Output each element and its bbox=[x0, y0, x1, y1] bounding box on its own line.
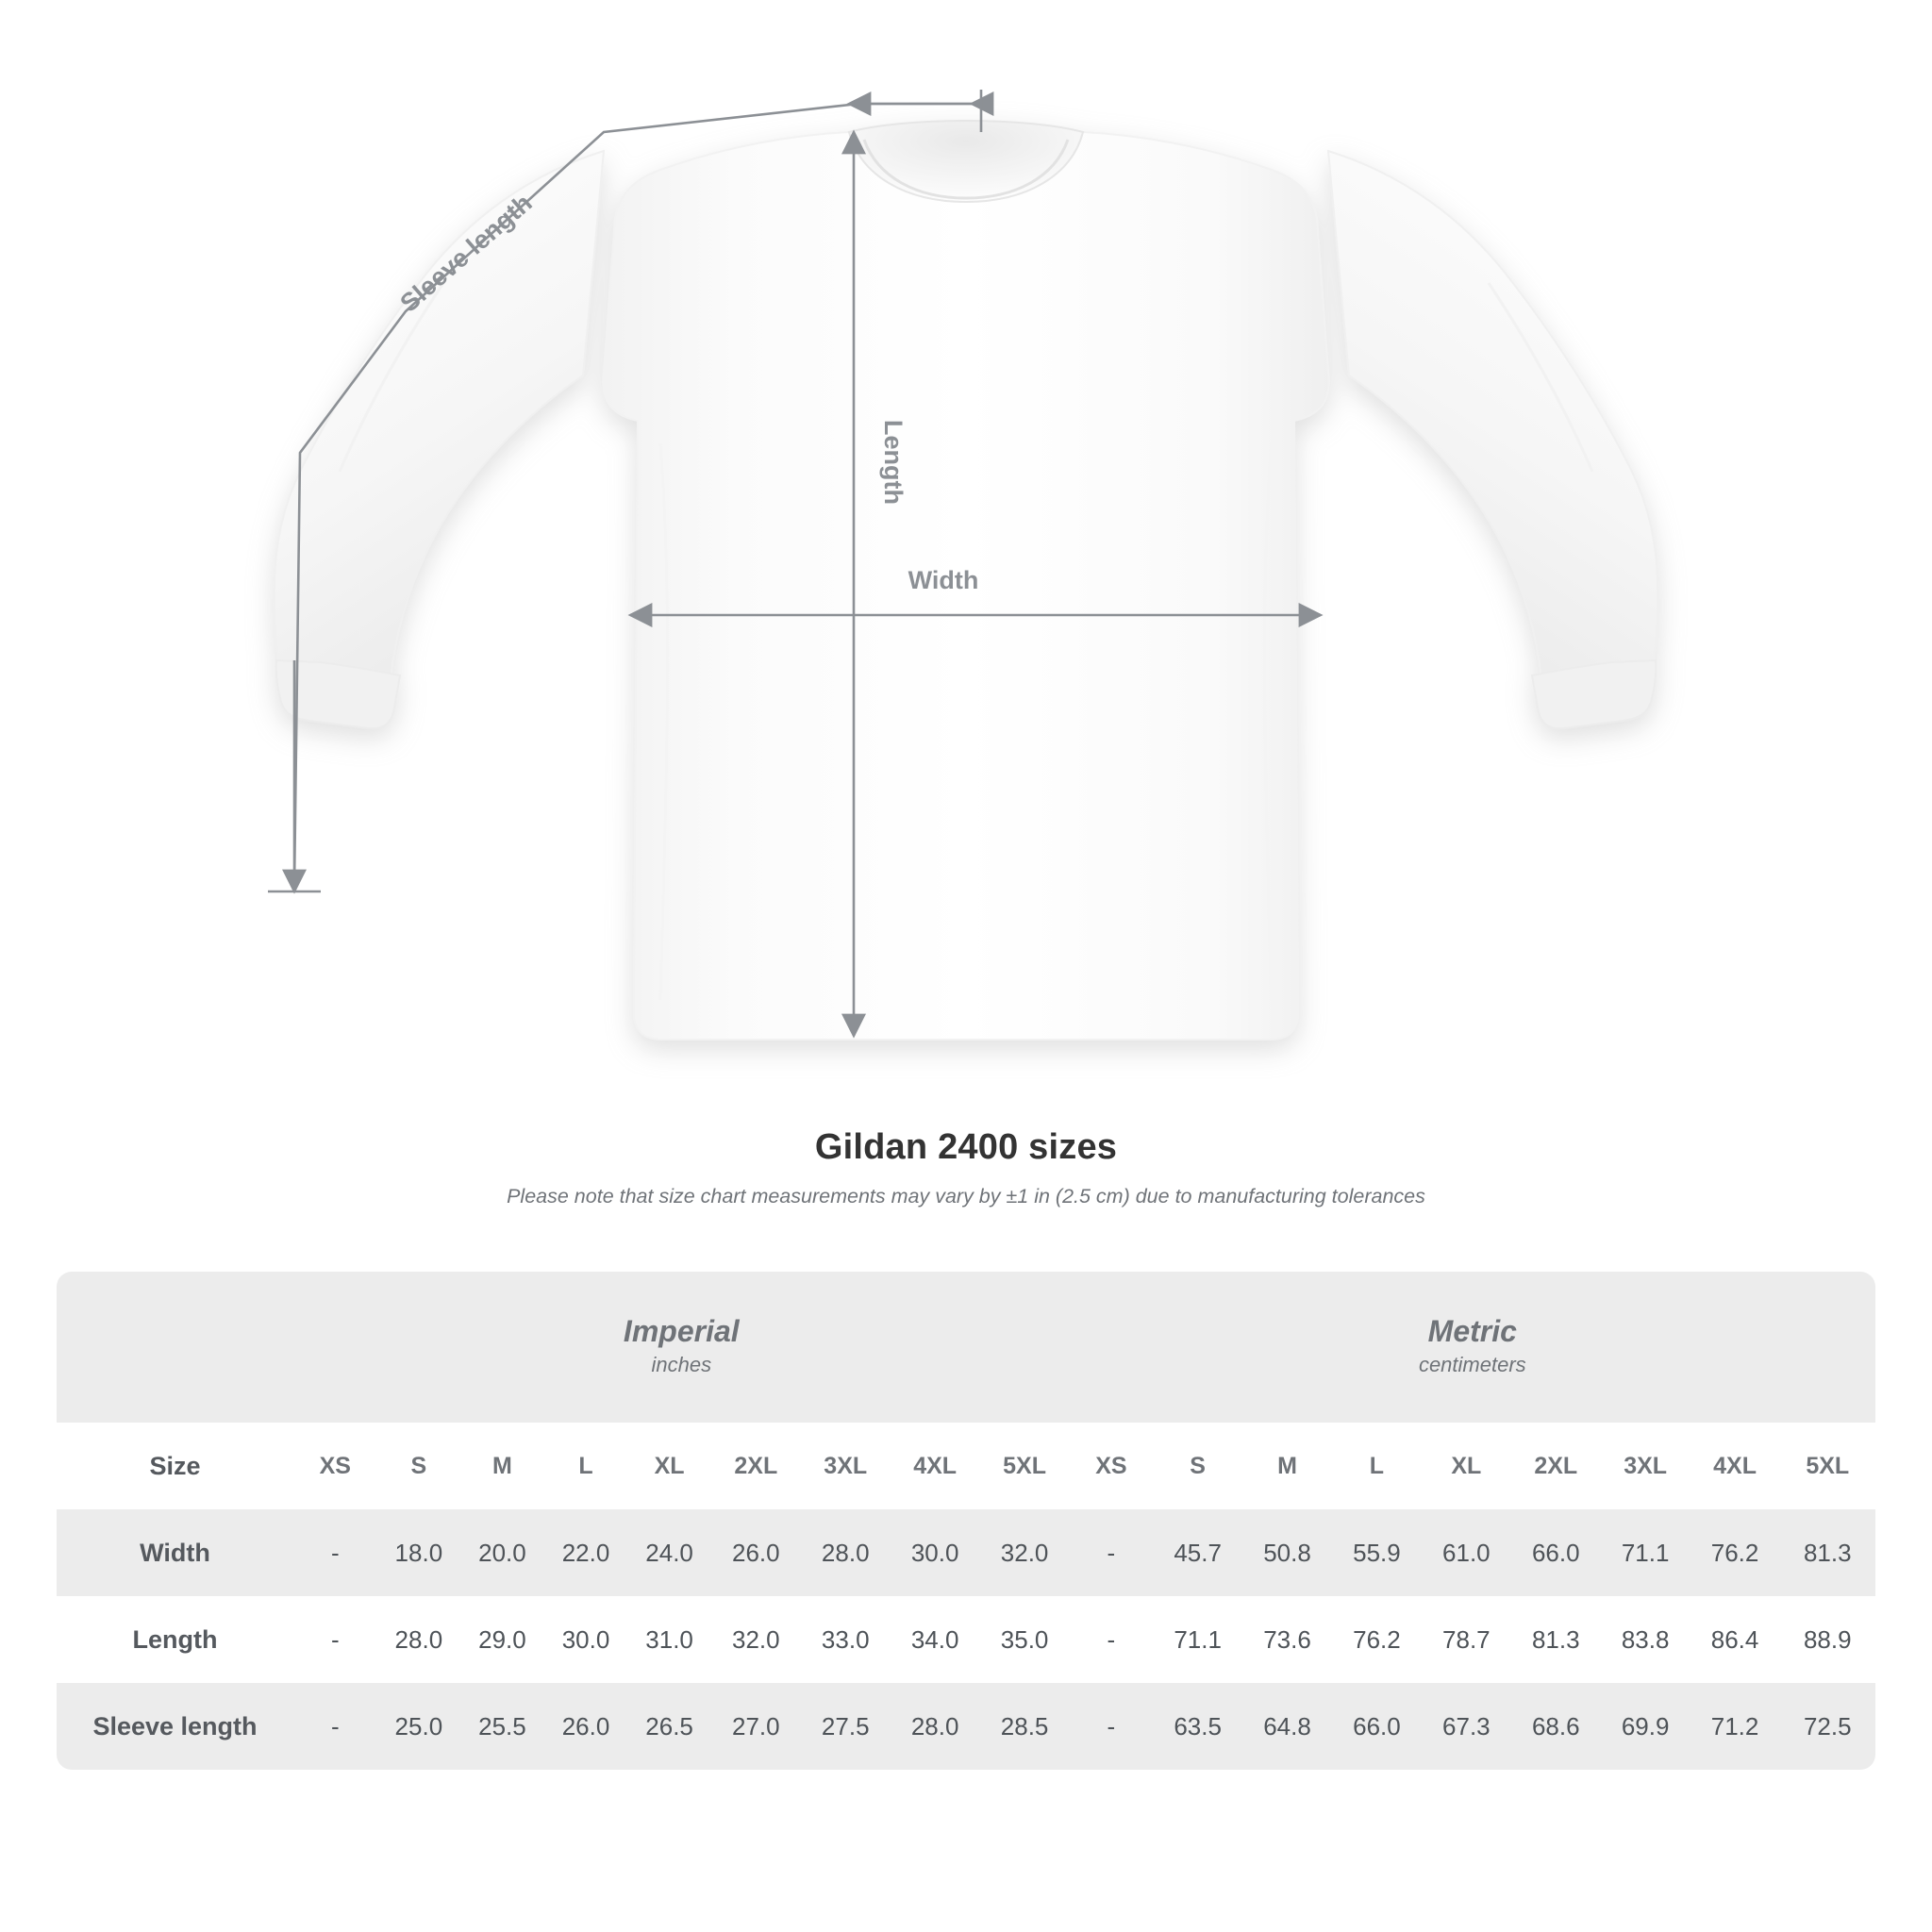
header-col-met-3xl: 3XL bbox=[1601, 1423, 1690, 1509]
header-col-imp-2xl: 2XL bbox=[711, 1423, 801, 1509]
unit-name-imperial: Imperial bbox=[623, 1314, 740, 1349]
tolerance-note: Please note that size chart measurements may vary by ±1 in (2.5 cm) due to manufacturing tolerances bbox=[507, 1185, 1425, 1208]
table-row bbox=[57, 1509, 1875, 1596]
cell-length-met-5xl: 88.9 bbox=[1780, 1596, 1875, 1683]
cell-sleeve-met-3xl: 69.9 bbox=[1601, 1683, 1690, 1770]
cell-width-met-3xl: 71.1 bbox=[1601, 1509, 1690, 1596]
header-col-imp-3xl: 3XL bbox=[801, 1423, 891, 1509]
page-title: Gildan 2400 sizes bbox=[814, 1127, 1118, 1167]
unit-header-spacer bbox=[57, 1272, 293, 1423]
cell-width-met-4xl: 76.2 bbox=[1690, 1509, 1780, 1596]
cell-sleeve-imp-l: 26.0 bbox=[544, 1683, 628, 1770]
sleeve-length-label: Sleeve length bbox=[394, 188, 538, 318]
cell-width-met-l: 55.9 bbox=[1332, 1509, 1422, 1596]
header-col-met-2xl: 2XL bbox=[1511, 1423, 1601, 1509]
cell-length-imp-3xl: 33.0 bbox=[801, 1596, 891, 1683]
cell-sleeve-imp-s: 25.0 bbox=[377, 1683, 461, 1770]
row-label-length: Length bbox=[57, 1596, 293, 1683]
cell-sleeve-imp-3xl: 27.5 bbox=[801, 1683, 891, 1770]
cell-length-imp-m: 29.0 bbox=[460, 1596, 544, 1683]
header-col-met-s: S bbox=[1153, 1423, 1242, 1509]
title-block bbox=[0, 1127, 1932, 1208]
cell-sleeve-met-4xl: 71.2 bbox=[1690, 1683, 1780, 1770]
unit-sub-metric: centimeters bbox=[1418, 1352, 1526, 1376]
header-col-imp-4xl: 4XL bbox=[891, 1423, 980, 1509]
header-col-imp-l: L bbox=[544, 1423, 628, 1509]
row-label-sleeve-length: Sleeve length bbox=[57, 1683, 293, 1770]
cell-length-met-2xl: 81.3 bbox=[1511, 1596, 1601, 1683]
cell-sleeve-met-5xl: 72.5 bbox=[1780, 1683, 1875, 1770]
cell-length-imp-xl: 31.0 bbox=[627, 1596, 711, 1683]
cell-sleeve-imp-4xl: 28.0 bbox=[891, 1683, 980, 1770]
cell-sleeve-met-2xl: 68.6 bbox=[1511, 1683, 1601, 1770]
cell-width-met-5xl: 81.3 bbox=[1780, 1509, 1875, 1596]
cell-length-imp-s: 28.0 bbox=[377, 1596, 461, 1683]
header-col-met-l: L bbox=[1332, 1423, 1422, 1509]
cell-width-imp-3xl: 28.0 bbox=[801, 1509, 891, 1596]
cell-sleeve-imp-xs: - bbox=[293, 1683, 377, 1770]
cell-sleeve-met-m: 64.8 bbox=[1242, 1683, 1332, 1770]
cell-width-met-xs: - bbox=[1070, 1509, 1154, 1596]
header-col-met-5xl: 5XL bbox=[1780, 1423, 1875, 1509]
cell-width-met-m: 50.8 bbox=[1242, 1509, 1332, 1596]
cell-length-met-xs: - bbox=[1070, 1596, 1154, 1683]
size-header-row bbox=[57, 1423, 1875, 1509]
cell-width-imp-m: 20.0 bbox=[460, 1509, 544, 1596]
table-row bbox=[57, 1596, 1875, 1683]
cell-width-met-s: 45.7 bbox=[1153, 1509, 1242, 1596]
unit-header-metric bbox=[1070, 1272, 1875, 1423]
cell-width-met-2xl: 66.0 bbox=[1511, 1509, 1601, 1596]
cell-length-met-xl: 78.7 bbox=[1422, 1596, 1511, 1683]
cell-length-imp-5xl: 35.0 bbox=[980, 1596, 1070, 1683]
cell-width-met-xl: 61.0 bbox=[1422, 1509, 1511, 1596]
cell-length-imp-4xl: 34.0 bbox=[891, 1596, 980, 1683]
cell-width-imp-5xl: 32.0 bbox=[980, 1509, 1070, 1596]
left-sleeve bbox=[275, 151, 604, 699]
cell-length-met-3xl: 83.8 bbox=[1601, 1596, 1690, 1683]
cell-sleeve-met-xs: - bbox=[1070, 1683, 1154, 1770]
header-col-met-4xl: 4XL bbox=[1690, 1423, 1780, 1509]
header-col-met-xs: XS bbox=[1070, 1423, 1154, 1509]
cell-sleeve-imp-xl: 26.5 bbox=[627, 1683, 711, 1770]
right-sleeve bbox=[1328, 151, 1657, 699]
cell-length-met-s: 71.1 bbox=[1153, 1596, 1242, 1683]
width-label: Width bbox=[908, 566, 979, 594]
cell-sleeve-imp-2xl: 27.0 bbox=[711, 1683, 801, 1770]
cell-length-imp-xs: - bbox=[293, 1596, 377, 1683]
unit-sub-imperial: inches bbox=[651, 1352, 712, 1376]
cell-length-met-l: 76.2 bbox=[1332, 1596, 1422, 1683]
header-col-imp-s: S bbox=[377, 1423, 461, 1509]
cell-length-imp-2xl: 32.0 bbox=[711, 1596, 801, 1683]
cell-width-imp-2xl: 26.0 bbox=[711, 1509, 801, 1596]
header-col-imp-m: M bbox=[460, 1423, 544, 1509]
cell-sleeve-imp-5xl: 28.5 bbox=[980, 1683, 1070, 1770]
cell-width-imp-xs: - bbox=[293, 1509, 377, 1596]
cell-width-imp-s: 18.0 bbox=[377, 1509, 461, 1596]
row-label-width: Width bbox=[57, 1509, 293, 1596]
cell-sleeve-met-s: 63.5 bbox=[1153, 1683, 1242, 1770]
unit-name-metric: Metric bbox=[1427, 1314, 1517, 1349]
header-col-imp-xs: XS bbox=[293, 1423, 377, 1509]
cell-length-imp-l: 30.0 bbox=[544, 1596, 628, 1683]
table-row bbox=[57, 1683, 1875, 1770]
cell-width-imp-l: 22.0 bbox=[544, 1509, 628, 1596]
cell-sleeve-met-xl: 67.3 bbox=[1422, 1683, 1511, 1770]
cell-sleeve-met-l: 66.0 bbox=[1332, 1683, 1422, 1770]
unit-header-row bbox=[57, 1272, 1875, 1423]
cell-length-met-4xl: 86.4 bbox=[1690, 1596, 1780, 1683]
size-chart-table bbox=[57, 1272, 1875, 1770]
unit-header-imperial bbox=[293, 1272, 1070, 1423]
header-col-imp-xl: XL bbox=[627, 1423, 711, 1509]
cell-sleeve-imp-m: 25.5 bbox=[460, 1683, 544, 1770]
cell-length-met-m: 73.6 bbox=[1242, 1596, 1332, 1683]
header-col-met-m: M bbox=[1242, 1423, 1332, 1509]
cell-width-imp-4xl: 30.0 bbox=[891, 1509, 980, 1596]
cell-width-imp-xl: 24.0 bbox=[627, 1509, 711, 1596]
header-size-label: Size bbox=[57, 1423, 293, 1509]
header-col-imp-5xl: 5XL bbox=[980, 1423, 1070, 1509]
header-col-met-xl: XL bbox=[1422, 1423, 1511, 1509]
size-table-container bbox=[57, 1272, 1875, 1770]
length-label: Length bbox=[879, 420, 908, 505]
